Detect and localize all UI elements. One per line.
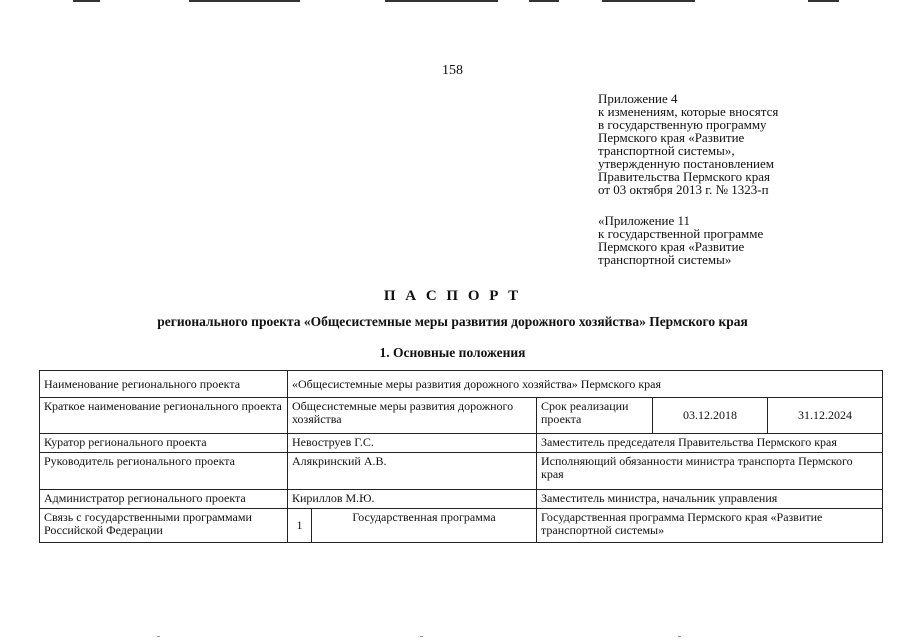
document-subtitle: регионального проекта «Общесистемные меры развития дорожного хозяйства» Пермского края	[157, 314, 748, 329]
leader-name: Алякринский А.В.	[288, 453, 537, 490]
scan-artifact	[189, 0, 300, 2]
row-label: Наименование регионального проекта	[40, 371, 288, 398]
program-type: Государственная программа	[312, 509, 537, 543]
row-label: Куратор регионального проекта	[40, 434, 288, 453]
main-provisions-table	[39, 370, 883, 543]
short-name-value: Общесистемные меры развития дорожного хозяйства	[288, 398, 537, 434]
row-label: Руководитель регионального проекта	[40, 453, 288, 490]
row-label: Краткое наименование регионального проекта	[40, 398, 288, 434]
scan-artifact	[73, 0, 100, 2]
section-heading: 1. Основные положения	[379, 345, 526, 360]
table-row	[40, 509, 883, 543]
appendix-reference: Приложение 4 к изменениям, которые вносятся в государственную программу Пермского края «Развитие транспортной системы», утвержденную постановлением Правительства Пермского края от 03 октября 2013 г. № 1323-п	[598, 91, 779, 197]
period-label: Срок реализации проекта	[537, 398, 653, 434]
administrator-position: Заместитель министра, начальник управления	[537, 490, 883, 509]
table-row	[40, 490, 883, 509]
table-row	[40, 453, 883, 490]
program-number: 1	[288, 509, 312, 543]
curator-position: Заместитель председателя Правительства Пермского края	[537, 434, 883, 453]
row-label: Администратор регионального проекта	[40, 490, 288, 509]
administrator-name: Кириллов М.Ю.	[288, 490, 537, 509]
program-name: Государственная программа Пермского края «Развитие транспортной системы»	[537, 509, 883, 543]
end-date: 31.12.2024	[768, 398, 883, 434]
start-date: 03.12.2018	[653, 398, 768, 434]
table-row	[40, 371, 883, 398]
curator-name: Невоструев Г.С.	[288, 434, 537, 453]
scan-artifact	[385, 0, 498, 2]
scan-artifact	[529, 0, 559, 2]
project-name-value: «Общесистемные меры развития дорожного хозяйства» Пермского края	[288, 371, 883, 398]
scan-artifact	[678, 636, 681, 637]
row-label: Связь с государственными программами Российской Федерации	[40, 509, 288, 543]
scan-artifact	[808, 0, 839, 2]
scan-artifact	[420, 636, 423, 637]
scan-artifact	[157, 636, 160, 637]
table-row	[40, 398, 883, 434]
appendix-11-reference: «Приложение 11 к государственной программе Пермского края «Развитие транспортной системы»	[598, 213, 764, 267]
page-number: 158	[442, 63, 463, 78]
document-title: П А С П О Р Т	[383, 288, 522, 304]
table-row	[40, 434, 883, 453]
leader-position: Исполняющий обязанности министра транспорта Пермского края	[537, 453, 883, 490]
scan-artifact	[602, 0, 695, 2]
